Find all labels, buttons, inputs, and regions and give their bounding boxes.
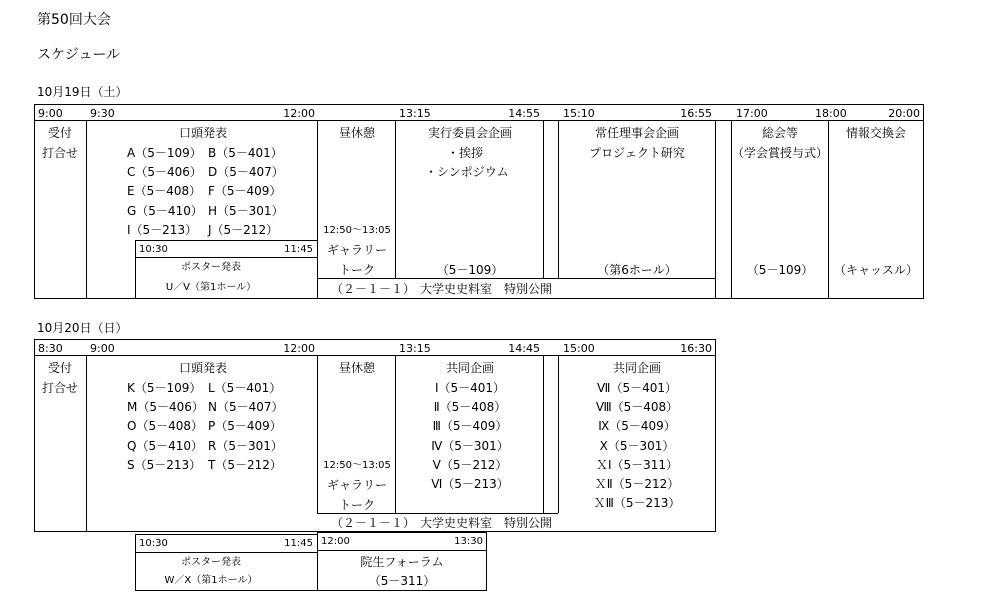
day2-time: 12:00	[283, 342, 315, 355]
day1-oral-session: F（5－409）	[208, 184, 282, 198]
day2-joint2-item: ＸⅠ（5－311）	[595, 458, 679, 472]
day2-joint1-item: Ⅲ（5－409）	[432, 419, 508, 433]
day2-joint2-item: Ⅹ（5－301）	[599, 439, 675, 453]
day1-oral-session: G（5－410）	[127, 204, 203, 218]
day1-oral-title: 口頭発表	[178, 126, 228, 140]
day2-gallery-room: （２－１－１）	[331, 516, 416, 530]
day1-oral-session: I（5－213）	[127, 223, 198, 237]
day1-oral-session: A（5－109）	[127, 146, 202, 160]
day1-date: 10月19日（土）	[37, 85, 128, 99]
day2-poster-end: 11:45	[284, 538, 313, 549]
day1-reception: 打合せ	[41, 146, 79, 160]
day2-oral-session: T（5－212）	[208, 458, 282, 472]
day1-divider	[715, 120, 716, 299]
day1-poster-start: 10:30	[139, 244, 168, 255]
day1-time: 20:00	[888, 107, 920, 120]
day2-poster-room: W／X（第1ホール）	[164, 575, 258, 586]
day2-joint1-item: Ⅴ（5－212）	[432, 458, 508, 472]
day1-divider	[543, 120, 544, 279]
day1-oral-session: C（5－406）	[127, 165, 202, 179]
day1-divider	[828, 120, 829, 299]
day2-time-row-divider	[34, 355, 716, 356]
day2-oral-session: O（5－408）	[127, 419, 203, 433]
day2-reception: 打合せ	[41, 381, 79, 395]
day1-social-title: 情報交換会	[845, 126, 907, 140]
day1-committee-item: ・挨拶	[447, 146, 484, 160]
day2-poster-start: 10:30	[139, 538, 168, 549]
day2-oral-session: S（5－213）	[127, 458, 202, 472]
day2-forum-start: 12:00	[321, 536, 350, 547]
day1-poster-room: U／V（第1ホール）	[165, 282, 257, 293]
day1-social-room: （キャッスル）	[833, 263, 919, 277]
day1-archive: 大学史史料室 特別公開	[420, 282, 553, 296]
day1-time: 18:00	[815, 107, 847, 120]
day2-forum-room: （5－311）	[368, 574, 436, 588]
day1-time: 16:55	[680, 107, 712, 120]
day1-reception: 受付	[47, 126, 73, 140]
day2-poster-title: ポスター発表	[181, 557, 241, 568]
day2-lunch-title: 昼休憩	[338, 361, 376, 375]
day1-board-title: 常任理事会企画	[594, 126, 680, 140]
day2-time: 13:15	[399, 342, 431, 355]
day2-divider	[395, 513, 558, 514]
day1-general-subtitle: （学会賞授与式）	[731, 146, 829, 160]
day1-board-room: （第6ホール）	[597, 263, 677, 277]
day1-committee-title: 実行委員会企画	[427, 126, 513, 140]
day2-time: 8:30	[38, 342, 63, 355]
day2-joint1-item: Ⅱ（5－408）	[433, 400, 507, 414]
day1-time: 13:15	[399, 107, 431, 120]
day2-joint2-item: Ⅶ（5－401）	[597, 381, 677, 395]
day2-divider	[317, 355, 318, 513]
day1-divider	[395, 278, 715, 279]
day1-general-title: 総会等	[761, 126, 799, 140]
day2-oral-session: N（5－407）	[208, 400, 284, 414]
day2-time: 16:30	[680, 342, 712, 355]
day1-general-room: （5－109）	[746, 263, 814, 277]
day2-divider	[317, 513, 395, 514]
day1-time: 14:55	[508, 107, 540, 120]
day2-time: 15:00	[563, 342, 595, 355]
day2-date: 10月20日（日）	[37, 321, 128, 335]
day1-oral-session: B（5－401）	[208, 146, 283, 160]
day1-oral-session: J（5－212）	[208, 223, 279, 237]
day2-joint2-item: Ⅸ（5－409）	[598, 419, 676, 433]
day1-oral-session: D（5－407）	[208, 165, 284, 179]
day2-divider	[395, 355, 396, 513]
day1-time: 15:10	[563, 107, 595, 120]
day2-gallery-time: 12:50～13:05	[323, 460, 391, 471]
day1-time: 17:00	[736, 107, 768, 120]
day2-oral-session: P（5－409）	[208, 419, 282, 433]
day2-joint1-title: 共同企画	[445, 361, 495, 375]
page-title: 第50回大会	[37, 12, 111, 28]
day1-divider	[86, 120, 87, 299]
page-subtitle: スケジュール	[37, 47, 121, 63]
day2-joint2-item: Ⅷ（5－408）	[595, 400, 679, 414]
day2-time: 14:45	[508, 342, 540, 355]
day2-joint2-item: ＸⅢ（5－213）	[593, 496, 681, 510]
day2-gallery-label: ギャラリー	[326, 478, 388, 492]
day2-divider	[86, 355, 87, 532]
day1-committee-room: （5－109）	[436, 263, 504, 277]
day1-lunch-title: 昼休憩	[338, 126, 376, 140]
day2-divider	[135, 552, 318, 553]
day1-poster-title: ポスター発表	[181, 262, 241, 273]
day2-joint2-title: 共同企画	[612, 361, 662, 375]
day2-joint1-item: Ⅳ（5－301）	[431, 439, 509, 453]
day1-board-subtitle: プロジェクト研究	[589, 146, 685, 160]
day1-time: 9:30	[90, 107, 115, 120]
day2-time: 9:00	[90, 342, 115, 355]
day1-oral-session: H（5－301）	[208, 204, 284, 218]
day2-divider	[543, 355, 544, 513]
day1-gallery-label: トーク	[338, 263, 376, 277]
day2-archive: 大学史史料室 特別公開	[420, 516, 553, 530]
day2-forum-end: 13:30	[454, 536, 483, 547]
day2-oral-session: R（5－301）	[208, 439, 283, 453]
day2-joint1-item: Ⅵ（5－213）	[431, 477, 509, 491]
day2-forum-title: 院生フォーラム	[360, 555, 444, 569]
day1-time: 9:00	[38, 107, 63, 120]
day2-oral-session: K（5－109）	[127, 381, 202, 395]
day1-gallery-room: （２－１－１）	[331, 282, 416, 296]
day1-divider	[558, 120, 559, 279]
day1-gallery-label: ギャラリー	[326, 243, 388, 257]
day1-time: 12:00	[283, 107, 315, 120]
day1-committee-item: ・シンポジウム	[425, 165, 509, 179]
day2-gallery-label: トーク	[338, 498, 376, 512]
day2-divider	[558, 355, 559, 513]
day1-poster-end: 11:45	[284, 244, 313, 255]
day2-oral-session: Q（5－410）	[127, 439, 203, 453]
day2-joint1-item: Ⅰ（5－401）	[434, 381, 506, 395]
day1-divider	[135, 257, 318, 258]
day2-oral-title: 口頭発表	[178, 361, 228, 375]
day2-divider	[317, 550, 487, 551]
day1-oral-session: E（5－408）	[127, 184, 202, 198]
day1-divider	[317, 278, 395, 279]
day1-gallery-time: 12:50～13:05	[323, 225, 391, 236]
day2-oral-session: L（5－401）	[208, 381, 282, 395]
day1-divider	[395, 120, 396, 279]
day1-time-row-divider	[34, 120, 924, 121]
day2-reception: 受付	[47, 361, 73, 375]
day2-joint2-item: ＸⅡ（5－212）	[594, 477, 680, 491]
day2-oral-session: M（5－406）	[127, 400, 204, 414]
